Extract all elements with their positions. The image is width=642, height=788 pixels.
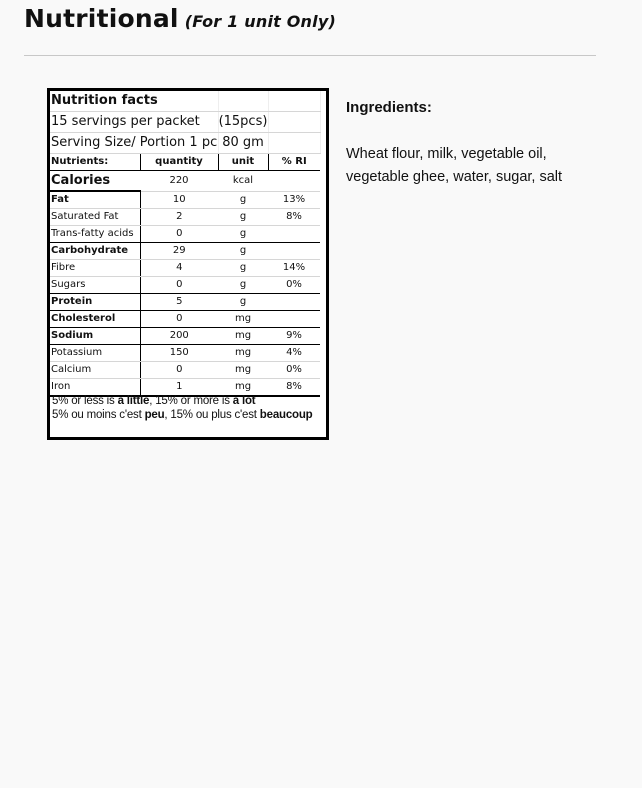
nutrient-unit: g <box>218 226 268 243</box>
nutrient-ri: 4% <box>268 345 320 362</box>
footnote-english: 5% or less is a little, 15% or more is a lot <box>52 395 256 407</box>
nutrient-quantity: 4 <box>140 260 218 277</box>
label-title-row <box>50 91 320 112</box>
nutrient-name: Sugars <box>50 277 140 294</box>
nutrient-unit: g <box>218 243 268 260</box>
nutrient-quantity: 2 <box>140 209 218 226</box>
nutrient-ri: 0% <box>268 277 320 294</box>
nutrient-unit: g <box>218 209 268 226</box>
nutrient-row-sugars <box>50 277 320 294</box>
nutrient-unit: g <box>218 277 268 294</box>
serving-size-row <box>50 133 320 154</box>
nutrient-name: Potassium <box>50 345 140 362</box>
nutrient-unit: mg <box>218 311 268 328</box>
nutrient-row-saturated-fat <box>50 209 320 226</box>
ingredients-heading: Ingredients: <box>346 99 432 116</box>
serving-size-value: 80 gm <box>218 133 268 154</box>
header-divider <box>24 55 596 56</box>
nutrient-quantity: 5 <box>140 294 218 311</box>
nutrient-unit: g <box>218 191 268 209</box>
nutrient-quantity: 10 <box>140 191 218 209</box>
nutrient-ri: 9% <box>268 328 320 345</box>
page-title <box>24 4 336 33</box>
nutrient-row-protein <box>50 294 320 311</box>
nutrient-name: Carbohydrate <box>50 243 140 260</box>
footnote-french: 5% ou moins c'est peu, 15% ou plus c'est beaucoup <box>52 408 313 421</box>
nutrient-unit: mg <box>218 345 268 362</box>
nutrient-name: Cholesterol <box>50 311 140 328</box>
column-header-row <box>50 154 320 171</box>
nutrient-quantity: 29 <box>140 243 218 260</box>
servings-row <box>50 112 320 133</box>
nutrient-name: Saturated Fat <box>50 209 140 226</box>
nutrient-ri <box>268 294 320 311</box>
nutrition-table <box>50 91 321 397</box>
ingredients-text: Wheat flour, milk, vegetable oil, vegetable ghee, water, sugar, salt <box>346 146 563 185</box>
nutrient-name: Calcium <box>50 362 140 379</box>
nutrient-name: Fibre <box>50 260 140 277</box>
column-header-nutrients: Nutrients: <box>50 154 140 171</box>
nutrient-row-trans-fat <box>50 226 320 243</box>
nutrient-ri: 8% <box>268 379 320 397</box>
servings-count: (15pcs) <box>218 112 268 133</box>
nutrient-quantity: 150 <box>140 345 218 362</box>
ri-footnote <box>52 395 328 422</box>
calories-name: Calories <box>50 171 140 192</box>
calories-unit: kcal <box>218 171 268 192</box>
column-header-ri: % RI <box>268 154 320 171</box>
nutrient-row-carbohydrate <box>50 243 320 260</box>
nutrient-row-cholesterol <box>50 311 320 328</box>
servings-text: 15 servings per packet <box>50 112 218 133</box>
nutrient-unit: g <box>218 260 268 277</box>
page-subtitle: (For 1 unit Only) <box>184 12 336 31</box>
nutrient-quantity: 1 <box>140 379 218 397</box>
calories-quantity: 220 <box>140 171 218 192</box>
label-title: Nutrition facts <box>50 91 218 112</box>
column-header-quantity: quantity <box>140 154 218 171</box>
nutrient-quantity: 0 <box>140 362 218 379</box>
nutrient-ri: 14% <box>268 260 320 277</box>
nutrient-ri: 13% <box>268 191 320 209</box>
nutrient-unit: g <box>218 294 268 311</box>
nutrient-row-fat <box>50 191 320 209</box>
nutrient-unit: mg <box>218 362 268 379</box>
nutrient-ri: 8% <box>268 209 320 226</box>
nutrient-name: Sodium <box>50 328 140 345</box>
nutrient-row-fibre <box>50 260 320 277</box>
nutrient-quantity: 200 <box>140 328 218 345</box>
nutrient-quantity: 0 <box>140 277 218 294</box>
column-header-unit: unit <box>218 154 268 171</box>
nutrient-quantity: 0 <box>140 311 218 328</box>
nutrition-label <box>47 88 329 440</box>
nutrient-ri <box>268 226 320 243</box>
nutrient-ri <box>268 311 320 328</box>
serving-size-text: Serving Size/ Portion 1 pc <box>50 133 218 154</box>
nutrient-name: Fat <box>50 191 140 209</box>
nutrient-row-iron <box>50 379 320 397</box>
calories-row <box>50 171 320 192</box>
nutrient-row-sodium <box>50 328 320 345</box>
nutrient-row-potassium <box>50 345 320 362</box>
nutrient-ri: 0% <box>268 362 320 379</box>
page-title-text: Nutritional <box>24 4 179 33</box>
calories-ri <box>268 171 320 192</box>
nutrient-row-calcium <box>50 362 320 379</box>
nutrient-unit: mg <box>218 379 268 397</box>
nutrient-ri <box>268 243 320 260</box>
nutrient-quantity: 0 <box>140 226 218 243</box>
nutrient-name: Protein <box>50 294 140 311</box>
nutrient-name: Iron <box>50 379 140 397</box>
nutrient-name: Trans-fatty acids <box>50 226 140 243</box>
nutrient-unit: mg <box>218 328 268 345</box>
